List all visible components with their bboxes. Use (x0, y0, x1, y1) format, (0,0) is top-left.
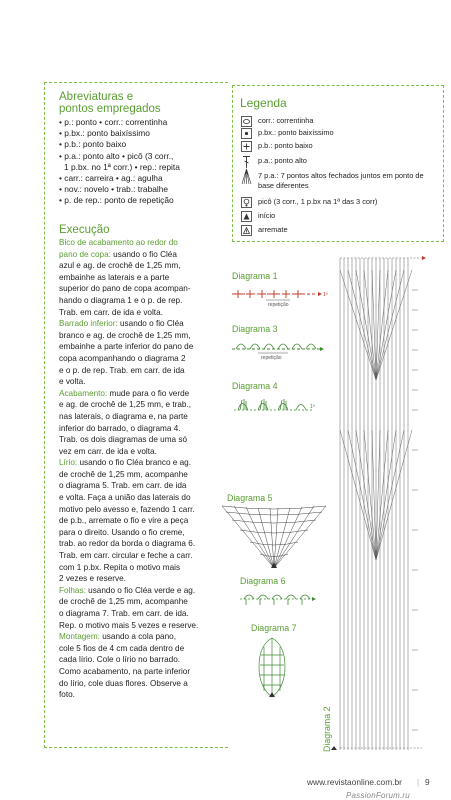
execution-line (59, 318, 229, 330)
execution-line (59, 480, 229, 492)
execution-body: e ag. de crochê de 1,25 mm, e trab., (59, 400, 191, 410)
diagram-3-label: Diagrama 3 (232, 324, 278, 334)
abbr-item: • p. de rep.: ponto de repetição (59, 195, 174, 206)
execution-heading: Lírio: (59, 458, 78, 468)
execution-line (59, 237, 229, 249)
execution-line (59, 272, 229, 284)
diagram-1-label: Diagrama 1 (232, 271, 278, 281)
diagram-2-label: Diagrama 2 (322, 706, 332, 752)
execution-body: Como acabamento, na parte inferior (59, 666, 191, 676)
diagram-6-chart (236, 589, 322, 609)
single-crochet-plus-icon (241, 141, 252, 152)
diagram-4-label: Diagrama 4 (232, 381, 278, 391)
execution-heading: Folhas: (59, 585, 86, 595)
abbr-item: • nov.: novelo • trab.: trabalhe (59, 184, 169, 195)
diagram-7-chart (254, 635, 290, 701)
execution-body: vez em carr. de ida e volta. (59, 446, 157, 456)
legend-item-finish: arremate (241, 225, 438, 236)
legend-item-single-crochet: p.b.: ponto baixo (241, 141, 438, 152)
execution-line (59, 411, 229, 423)
execution-body: nas laterais, o diagrama e, na parte (59, 411, 188, 421)
footer-site: www.revistaonline.com.br (307, 777, 402, 787)
footer-page-number: 9 (425, 777, 430, 787)
legend-item-chain: corr.: correntinha (241, 116, 438, 127)
cluster-7-icon (241, 171, 252, 182)
execution-line (59, 446, 229, 458)
execution-line (59, 596, 229, 608)
execution-line (59, 307, 229, 319)
execution-line (59, 249, 229, 261)
execution-line (59, 608, 229, 620)
execution-line (59, 260, 229, 272)
execution-line (59, 434, 229, 446)
footer-divider: | (417, 777, 420, 787)
abbr-item: • p.b.: ponto baixo (59, 139, 127, 150)
execution-body: embainhe a parte inferior do pano de (59, 342, 194, 352)
abbr-item: • p.bx.: ponto baixíssimo (59, 128, 150, 139)
execution-line (59, 365, 229, 377)
execution-line (59, 423, 229, 435)
legend-item-start: início (241, 211, 438, 222)
legend-item-picot: picô (3 corr., 1 p.bx na 1ª das 3 corr) (241, 197, 438, 208)
diagram-2-chart (326, 250, 438, 760)
execution-line (59, 527, 229, 539)
execution-line (59, 573, 229, 585)
execution-body: superior do pano de copa acompan- (59, 284, 191, 294)
execution-body: e volta. (59, 377, 86, 387)
execution-line (59, 469, 229, 481)
legend-item-cluster: 7 p.a.: 7 pontos altos fechados juntos em ponto de base diferentes (241, 171, 438, 191)
diagram-6-label: Diagrama 6 (240, 576, 286, 586)
abbreviations-title-2: pontos empregados (59, 103, 161, 115)
double-crochet-t-icon (241, 156, 252, 167)
execution-line (59, 376, 229, 388)
diagram-5-chart (220, 504, 328, 572)
execution-body: cole 5 fios de 4 cm cada dentro de (59, 643, 185, 653)
execution-line (59, 620, 229, 632)
execution-body: branco e ag. de crochê de 1,25 mm, (59, 330, 191, 340)
execution-body: com 1 p.bx. Repita o motivo mais (59, 562, 181, 572)
execution-body: 2 vezes e reserve. (59, 574, 126, 584)
execution-body: para o direito. Usando o fio creme, (59, 527, 185, 537)
execution-line (59, 678, 229, 690)
execution-body: de crochê de 1,25 mm, acompanhe (59, 469, 188, 479)
execution-line (59, 585, 229, 597)
start-triangle-icon (241, 211, 252, 222)
execution-heading: Acabamento: (59, 388, 108, 398)
chain-oval-icon (241, 116, 252, 127)
picot-icon (241, 197, 252, 208)
execution-body: Trab. em carr. de ida e volta. (59, 307, 163, 317)
diagram-7-label: Diagrama 7 (251, 623, 297, 633)
execution-body: usando o fio Cléa (110, 249, 177, 259)
finish-triangle-icon (241, 225, 252, 236)
execution-body: motivo pelo avesso e, fazendo 1 carr. (59, 504, 195, 514)
execution-line (59, 631, 229, 643)
execution-title: Execução (59, 224, 110, 236)
execution-body: o diagrama 5. Trab. em carr. de ida (59, 481, 187, 491)
execution-line (59, 504, 229, 516)
execution-body: e o p. de rep. Trab. em carr. de ida (59, 365, 185, 375)
watermark-brand: PassionForum.ru (346, 791, 410, 800)
execution-body: de p.b., arremate o fio e vire a peça (59, 516, 189, 526)
diagram-3-chart (228, 337, 328, 361)
execution-body: trab. ao redor da borda o diagrama 6. (59, 539, 196, 549)
execution-line (59, 550, 229, 562)
diagram-3-repeat-label: repetição (261, 355, 282, 361)
abbr-item: • carr.: carreira • ag.: agulha (59, 173, 163, 184)
execution-line (59, 330, 229, 342)
execution-line (59, 515, 229, 527)
execution-body: e volta. Faça a união das laterais do (59, 493, 191, 503)
execution-body: copa acompanhando o diagrama 2 (59, 353, 186, 363)
execution-body: foto. (59, 690, 75, 700)
execution-body: usando a cola pano, (99, 632, 176, 642)
execution-line (59, 283, 229, 295)
execution-line (59, 399, 229, 411)
legend-item-double-crochet: p.a.: ponto alto (241, 156, 438, 167)
diagram-1-chart (228, 287, 328, 309)
execution-heading: Montagem: (59, 632, 100, 642)
diagram-5-label: Diagrama 5 (227, 493, 273, 503)
execution-body: de crochê de 1,25 mm, acompanhe (59, 597, 188, 607)
execution-line (59, 666, 229, 678)
slip-stitch-dot-icon (241, 128, 252, 139)
execution-body: usando o fio Cléa branco e ag. (77, 458, 191, 468)
execution-line (59, 538, 229, 550)
abbreviations-title-1: Abreviaturas e (59, 91, 134, 103)
execution-line (59, 353, 229, 365)
execution-body: usando o fio Cléa (117, 319, 184, 329)
execution-line (59, 388, 229, 400)
execution-body: azul e ag. de crochê de 1,25 mm, (59, 261, 181, 271)
execution-line (59, 654, 229, 666)
execution-heading: pano de copa: (59, 249, 111, 259)
execution-body: mude para o fio verde (107, 388, 190, 398)
execution-line (59, 643, 229, 655)
abbr-item: • p.a.: ponto alto • picô (3 corr., (59, 150, 174, 161)
execution-line (59, 689, 229, 701)
execution-line (59, 341, 229, 353)
execution-body: cada lírio. Cole o lírio no barrado. (59, 655, 181, 665)
execution-body: do lírio, cole duas flores. Observe a (59, 678, 188, 688)
execution-text (59, 237, 229, 701)
execution-line (59, 492, 229, 504)
diagram-1-repeat-label: repetição (268, 302, 289, 308)
execution-line (59, 295, 229, 307)
execution-body: embainhe as laterais e a parte (59, 272, 170, 282)
execution-line (59, 457, 229, 469)
execution-body: inferior do barrado, o diagrama 4. (59, 423, 181, 433)
diagram-4-chart (230, 394, 320, 418)
svg-text:1ª: 1ª (310, 404, 315, 410)
svg-text:1ª: 1ª (323, 292, 328, 298)
legend-title: Legenda (240, 96, 287, 110)
execution-body: usando o fio Cléa verde e ag. (85, 585, 196, 595)
execution-body: o diagrama 7. Trab. em carr. de ida. (59, 609, 189, 618)
execution-body: Trab. em carr. circular e feche a carr. (59, 551, 193, 561)
abbreviations-list (59, 117, 229, 207)
execution-heading: Barrado inferior: (59, 319, 118, 329)
abbr-item: • p.: ponto • corr.: correntinha (59, 117, 168, 127)
execution-heading: Bico de acabamento ao redor do (59, 238, 178, 247)
execution-body: hando o diagrama 1 e o p. de rep. (59, 295, 183, 305)
legend-item-slip-stitch: p.bx.: ponto baixíssimo (241, 128, 438, 139)
execution-body: Rep. o motivo mais 5 vezes e reserve. (59, 620, 199, 630)
execution-body: Trab. os dois diagramas de uma só (59, 435, 188, 445)
execution-line (59, 562, 229, 574)
abbr-item: 1 p.bx. no 1ª corr.) • rep.: repita (64, 161, 180, 172)
